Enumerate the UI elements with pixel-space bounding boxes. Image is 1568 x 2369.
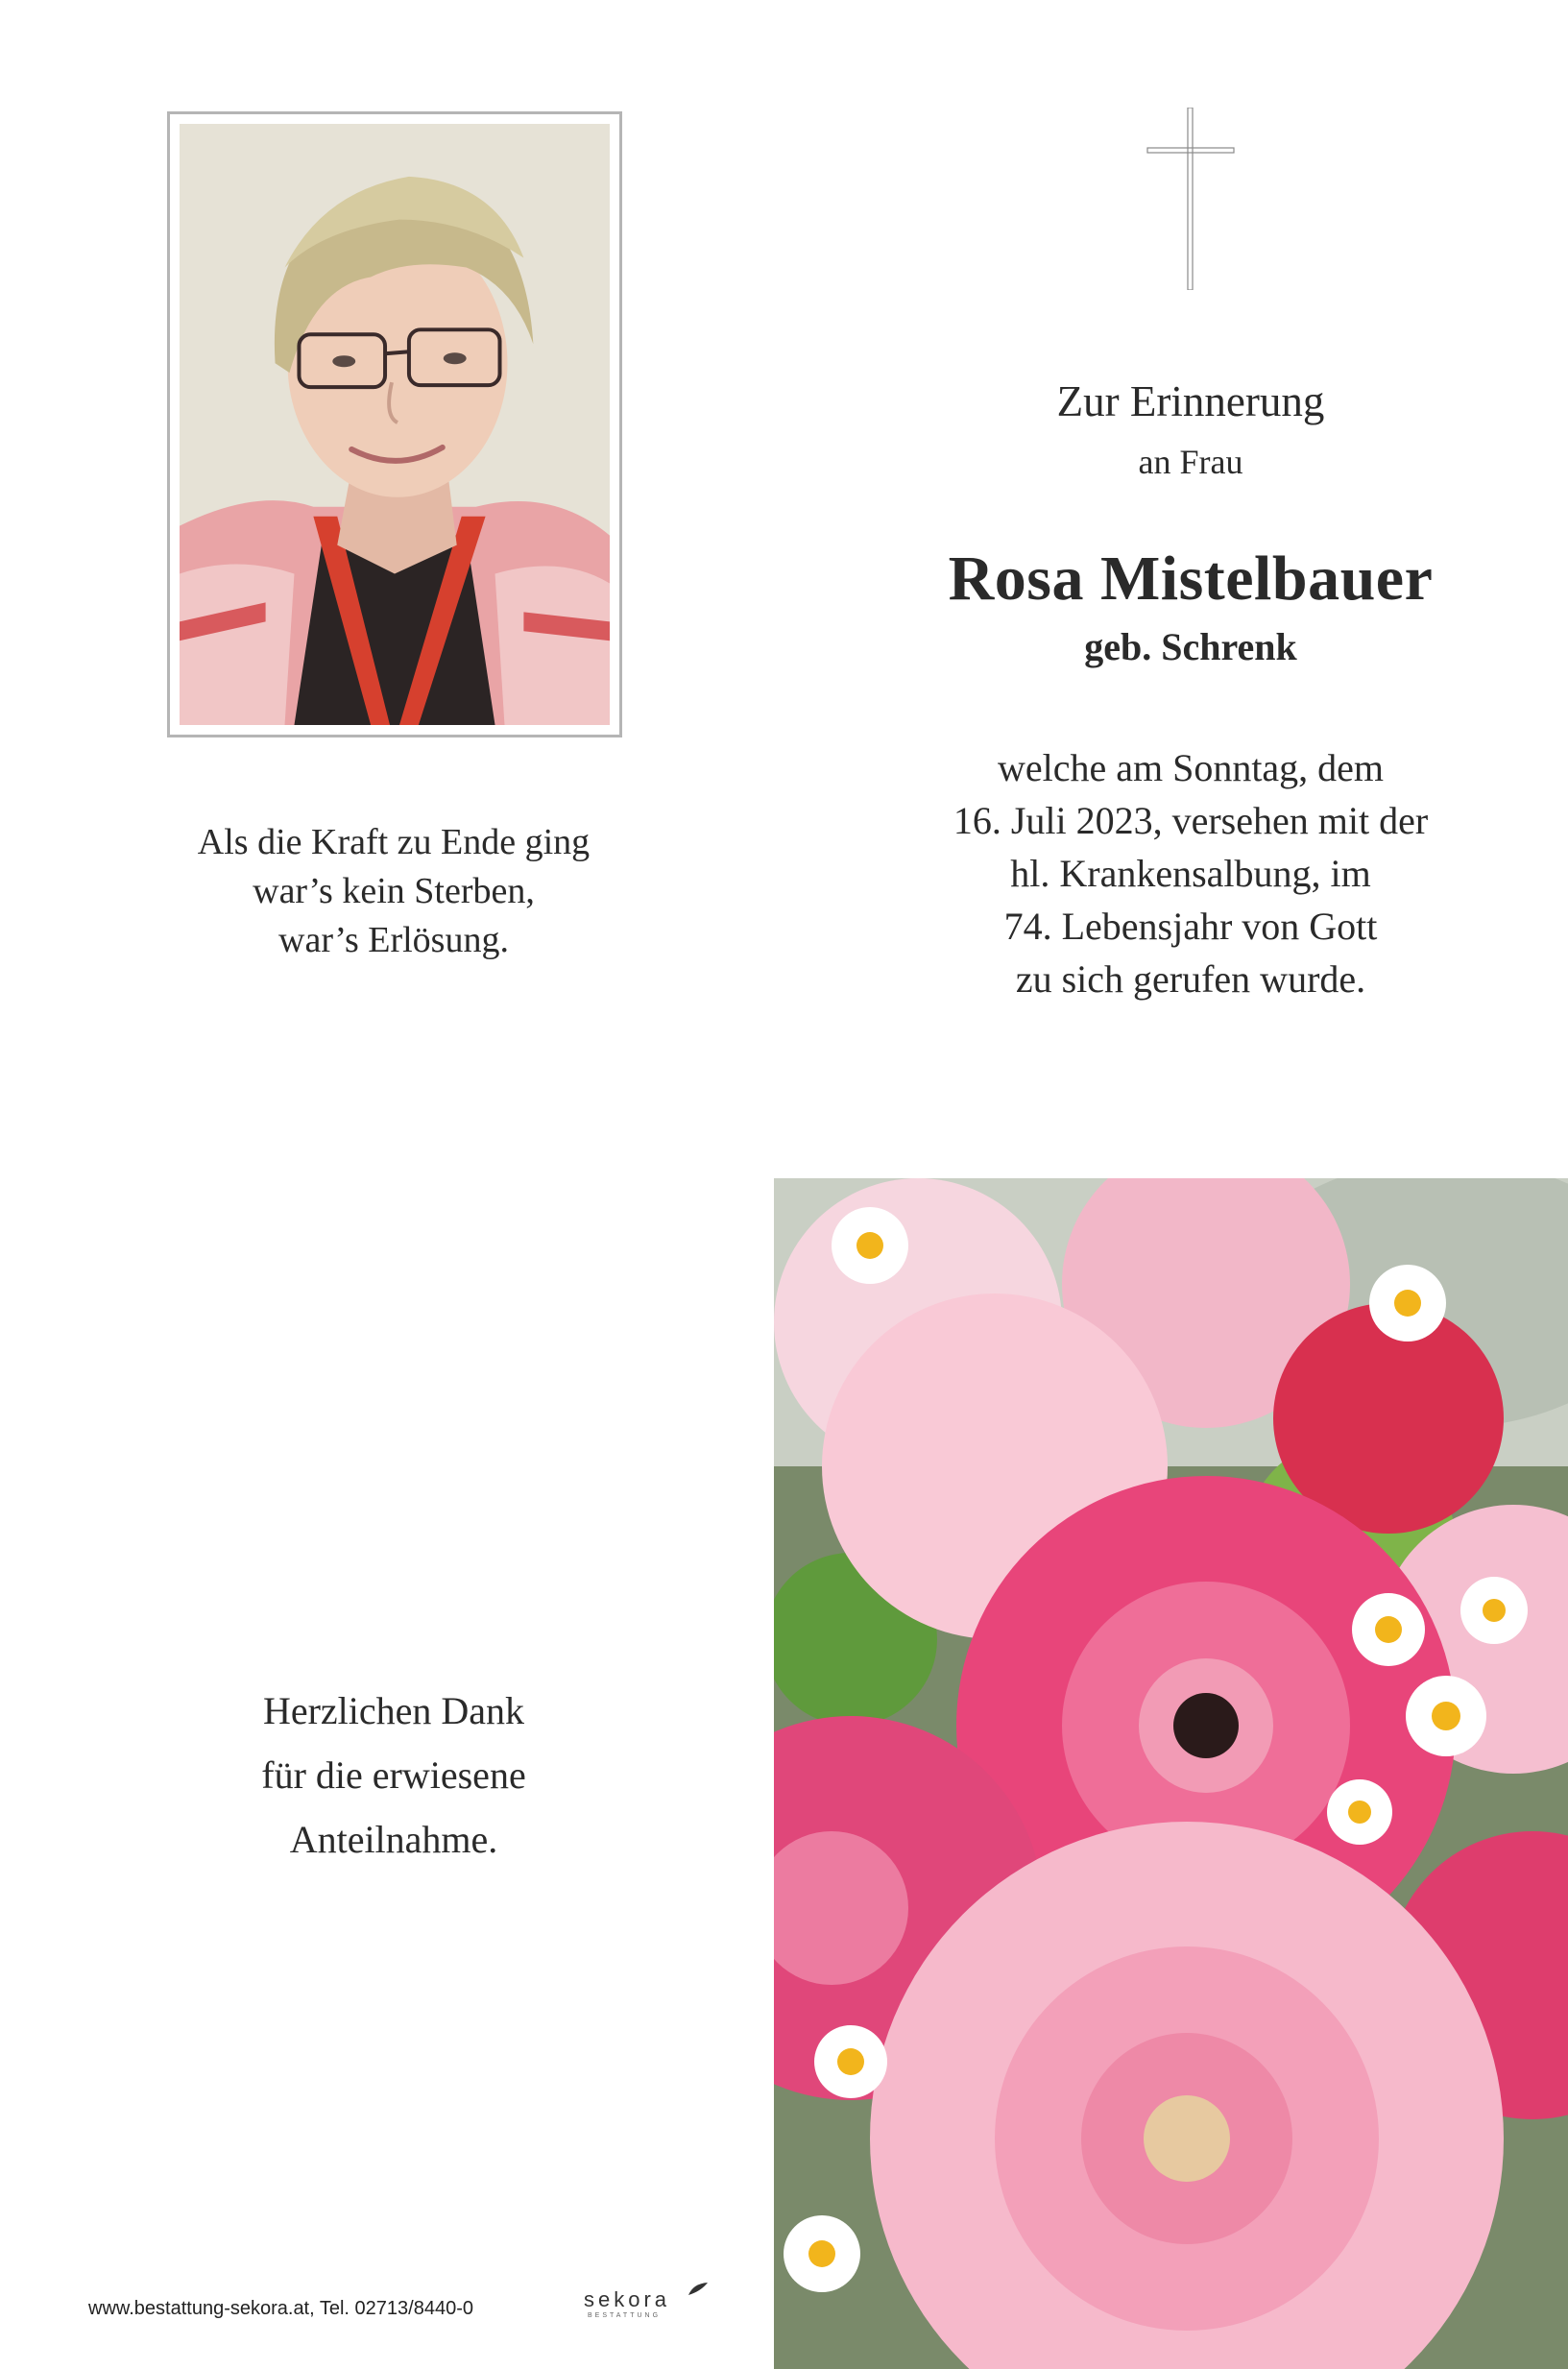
thanks-line: Herzlichen Dank [262,1689,525,1732]
quote-line: war’s kein Sterben, [253,871,535,911]
birth-name: geb. Schrenk [1084,625,1297,668]
logo-word: sekora [584,2287,671,2311]
portrait-photo [180,124,610,725]
logo-sub: BESTATTUNG [588,2312,662,2319]
quote-line: war’s Erlösung. [278,920,509,960]
leaf-icon [688,2282,709,2302]
notice-line: welche am Sonntag, dem [997,746,1385,789]
flowers-photo [774,1178,1568,2369]
quote-line: Als die Kraft zu Ende ging [197,822,591,862]
intro-heading: Zur Erinnerung [1056,377,1325,425]
cross-icon [1138,108,1243,290]
notice-line: 16. Juli 2023, versehen mit der [953,799,1429,842]
sekora-logo [584,2287,670,2319]
footer-contact: www.bestattung-sekora.at, Tel. 02713/8440-0 [88,2298,473,2319]
deceased-name: Rosa Mistelbauer [948,544,1434,614]
salutation: an Frau [1138,443,1243,481]
thanks-text [154,1679,634,1872]
notice-line: 74. Lebensjahr von Gott [1003,905,1378,948]
thanks-line: Anteilnahme. [289,1818,498,1861]
notice-line: zu sich gerufen wurde. [1015,957,1366,1001]
memorial-quote [154,818,634,965]
thanks-line: für die erwiesene [261,1753,526,1797]
death-notice-text [883,741,1498,1005]
portrait-frame [167,111,622,737]
notice-line: hl. Krankensalbung, im [1010,852,1371,895]
gerbera-flowers-photo [774,1178,1568,2369]
